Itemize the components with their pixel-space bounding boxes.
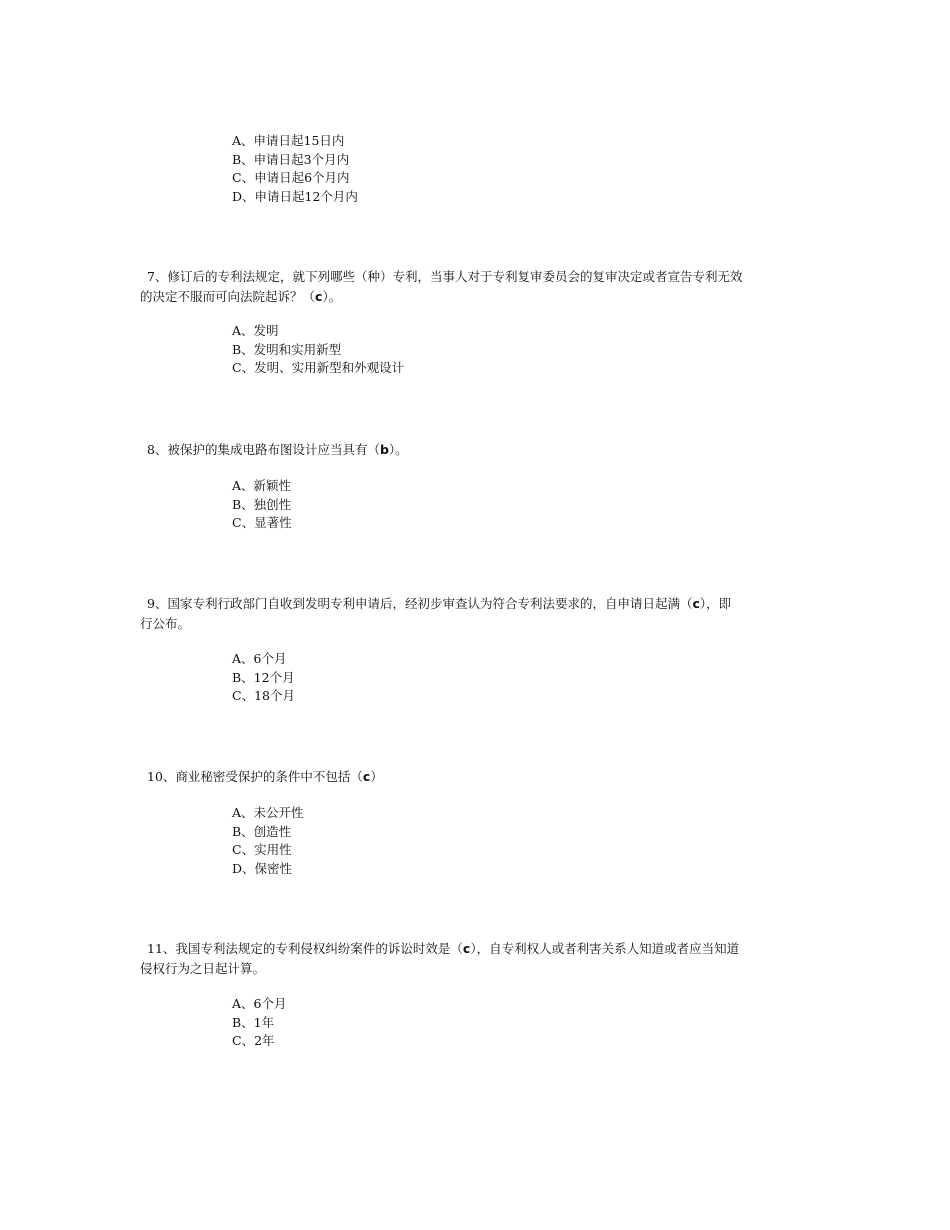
q10-answer: c (362, 769, 371, 784)
q8-option-c: C、显著性 (232, 515, 292, 530)
q9-line1 (140, 595, 815, 615)
q11-line1-pre: 11、我国专利法规定的专利侵权纠纷案件的诉讼时效是（ (147, 941, 463, 956)
q7-options (232, 322, 404, 378)
q9-answer: c (692, 596, 700, 611)
q10-option-b: B、创造性 (232, 823, 292, 839)
q7-option-b: B、发明和实用新型 (232, 341, 342, 357)
q11-line2: 侵权行为之日起计算。 (140, 961, 266, 976)
q7-line2-pre: 的决定不服而可向法院起诉？（ (140, 289, 316, 304)
q6-option-d: D、申请日起12个月内 (232, 188, 358, 204)
q11-line1 (140, 940, 815, 960)
q10-text (140, 768, 815, 788)
q8-option-a: A、新颖性 (232, 478, 292, 493)
q9-line1-post: ），即 (699, 596, 732, 611)
q11-option-a: A、6个月 (232, 996, 287, 1011)
q8-options (232, 477, 292, 533)
q8-line1 (140, 441, 815, 461)
q9-line2: 行公布。 (140, 616, 191, 631)
q8-option-b: B、独创性 (232, 496, 292, 512)
q11-options (232, 995, 286, 1051)
q10-option-c: C、实用性 (232, 842, 292, 857)
q11-option-c: C、2年 (232, 1033, 275, 1048)
q7-option-a: A、发明 (232, 323, 279, 338)
q9-option-b: B、12个月 (232, 669, 295, 685)
q9-text (140, 595, 815, 635)
q6-option-b: B、申请日起3个月内 (232, 151, 350, 167)
q7-option-c: C、发明、实用新型和外观设计 (232, 360, 405, 375)
q11-text (140, 940, 815, 980)
q7-text (140, 268, 815, 308)
q11-answer: c (462, 941, 471, 956)
q11-option-b: B、1年 (232, 1014, 275, 1030)
q6-option-c: C、申请日起6个月内 (232, 170, 350, 185)
q10-options (232, 804, 304, 878)
q10-line1-pre: 10、商业秘密受保护的条件中不包括（ (147, 769, 363, 784)
q9-options (232, 650, 295, 706)
q8-text (140, 441, 815, 461)
q6-option-a: A、申请日起15日内 (232, 133, 345, 148)
q8-line1-post: ）。 (388, 442, 408, 457)
q11-line1-post: ），自专利权人或者利害关系人知道或者应当知道 (470, 941, 740, 956)
q7-line2-post: ）。 (322, 289, 342, 304)
q7-answer: c (315, 289, 323, 304)
q10-option-a: A、未公开性 (232, 805, 304, 820)
q9-option-c: C、18个月 (232, 688, 295, 703)
q10-line1 (140, 768, 815, 788)
q9-option-a: A、6个月 (232, 651, 287, 666)
q8-answer: b (379, 442, 389, 457)
q7-line2 (140, 288, 815, 308)
q6-options (232, 132, 358, 206)
q8-line1-pre: 8、被保护的集成电路布图设计应当具有（ (147, 442, 380, 457)
q10-option-d: D、保密性 (232, 860, 293, 876)
q7-line1: 7、修订后的专利法规定，就下列哪些（种）专利，当事人对于专利复审委员会的复审决定或者宣告专利无效 (147, 269, 743, 284)
q9-line1-pre: 9、国家专利行政部门自收到发明专利申请后，经初步审查认为符合专利法要求的，自申请日起满（ (147, 596, 693, 611)
q10-line1-post: ） (370, 769, 383, 784)
